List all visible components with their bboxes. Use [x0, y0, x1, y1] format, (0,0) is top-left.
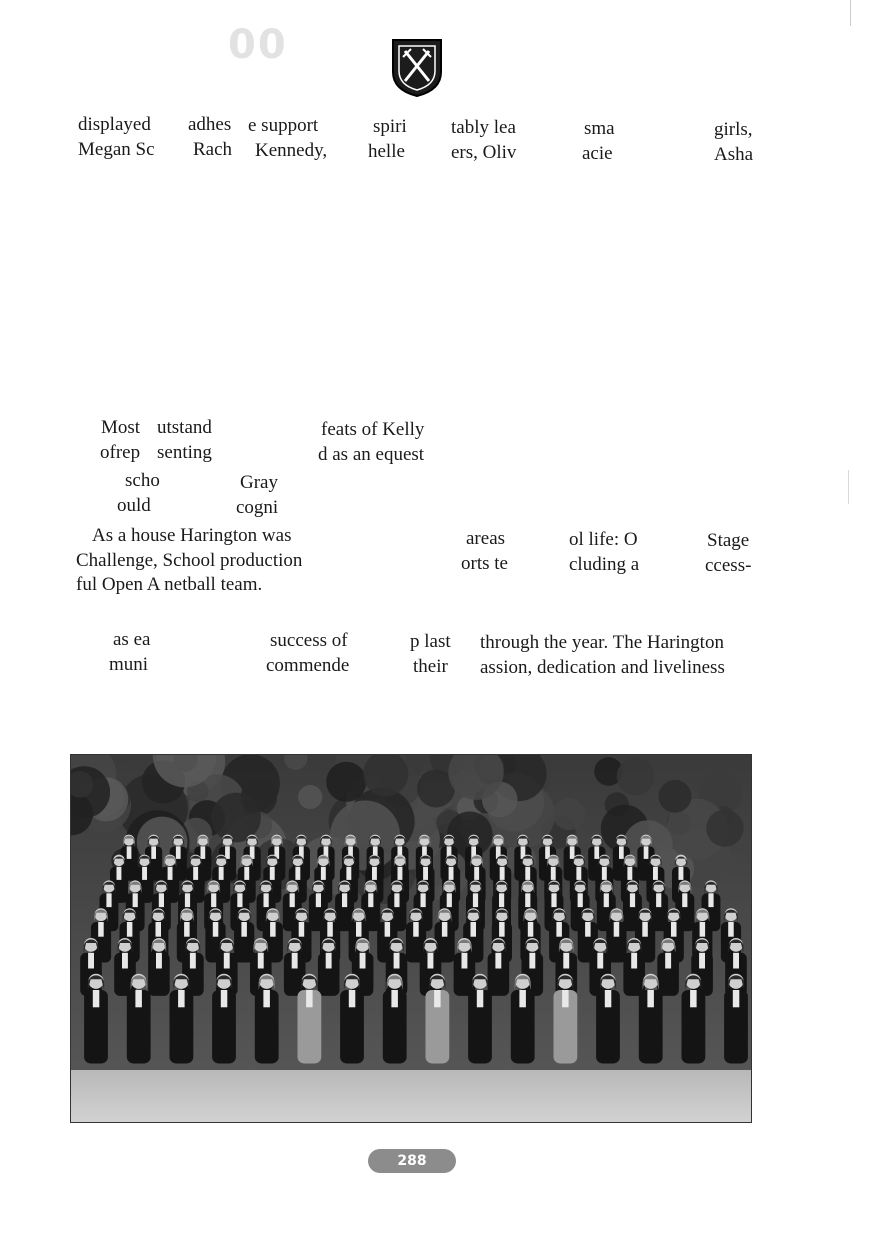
- text-fragment: Kennedy,: [255, 140, 328, 161]
- text-fragment: Rach: [193, 139, 233, 160]
- house-group-photo: [70, 754, 752, 1123]
- text-fragment: muni: [109, 654, 149, 675]
- text-fragment: adhes: [188, 114, 232, 135]
- text-fragment: e support: [248, 115, 319, 136]
- text-fragment: cogni: [236, 497, 279, 518]
- margin-rule: [850, 0, 851, 26]
- text-fragment: girls,: [714, 119, 753, 140]
- text-fragment: d as an equest: [318, 444, 425, 465]
- margin-mark: [848, 470, 849, 504]
- text-fragment: ers, Oliv: [451, 142, 517, 163]
- text-fragment: spiri: [373, 116, 407, 137]
- text-fragment: As a house Harington was: [92, 525, 292, 546]
- text-fragment: helle: [368, 141, 405, 162]
- text-fragment: ol life: O: [569, 529, 638, 550]
- text-fragment: Stage: [707, 530, 750, 551]
- text-fragment: Asha: [714, 144, 754, 165]
- text-fragment: tably lea: [451, 117, 516, 138]
- text-fragment: as ea: [113, 629, 151, 650]
- text-fragment: sma: [584, 118, 615, 139]
- text-fragment: Megan Sc: [78, 139, 155, 160]
- text-fragment: their: [413, 656, 448, 677]
- house-crest-icon: [391, 38, 443, 98]
- text-fragment: senting: [157, 442, 212, 463]
- text-fragment: feats of Kelly: [321, 419, 425, 440]
- text-fragment: p last: [410, 631, 451, 652]
- text-fragment: ould: [117, 495, 151, 516]
- group-photo-image: [71, 755, 751, 1122]
- text-fragment: areas: [466, 528, 506, 549]
- text-fragment: Most: [101, 417, 141, 438]
- page-number: 288: [397, 1153, 427, 1169]
- page-number-badge: [368, 1149, 456, 1173]
- text-fragment: ofrep: [100, 442, 141, 463]
- text-fragment: displayed: [78, 114, 151, 135]
- text-fragment: scho: [125, 470, 160, 491]
- text-fragment: success of: [270, 630, 348, 651]
- text-fragment: ful Open A netball team.: [76, 574, 263, 595]
- text-fragment: Gray: [240, 472, 278, 493]
- text-fragment: ccess-: [705, 555, 752, 576]
- text-fragment: orts te: [461, 553, 508, 574]
- text-fragment: acie: [582, 143, 613, 164]
- text-fragment: cluding a: [569, 554, 640, 575]
- text-fragment: commende: [266, 655, 350, 676]
- year-watermark: 00: [228, 22, 288, 68]
- text-fragment: Challenge, School production: [76, 550, 303, 571]
- text-fragment: utstand: [157, 417, 212, 438]
- text-fragment: through the year. The Harington: [480, 632, 724, 653]
- text-fragment: assion, dedication and liveliness: [480, 657, 725, 678]
